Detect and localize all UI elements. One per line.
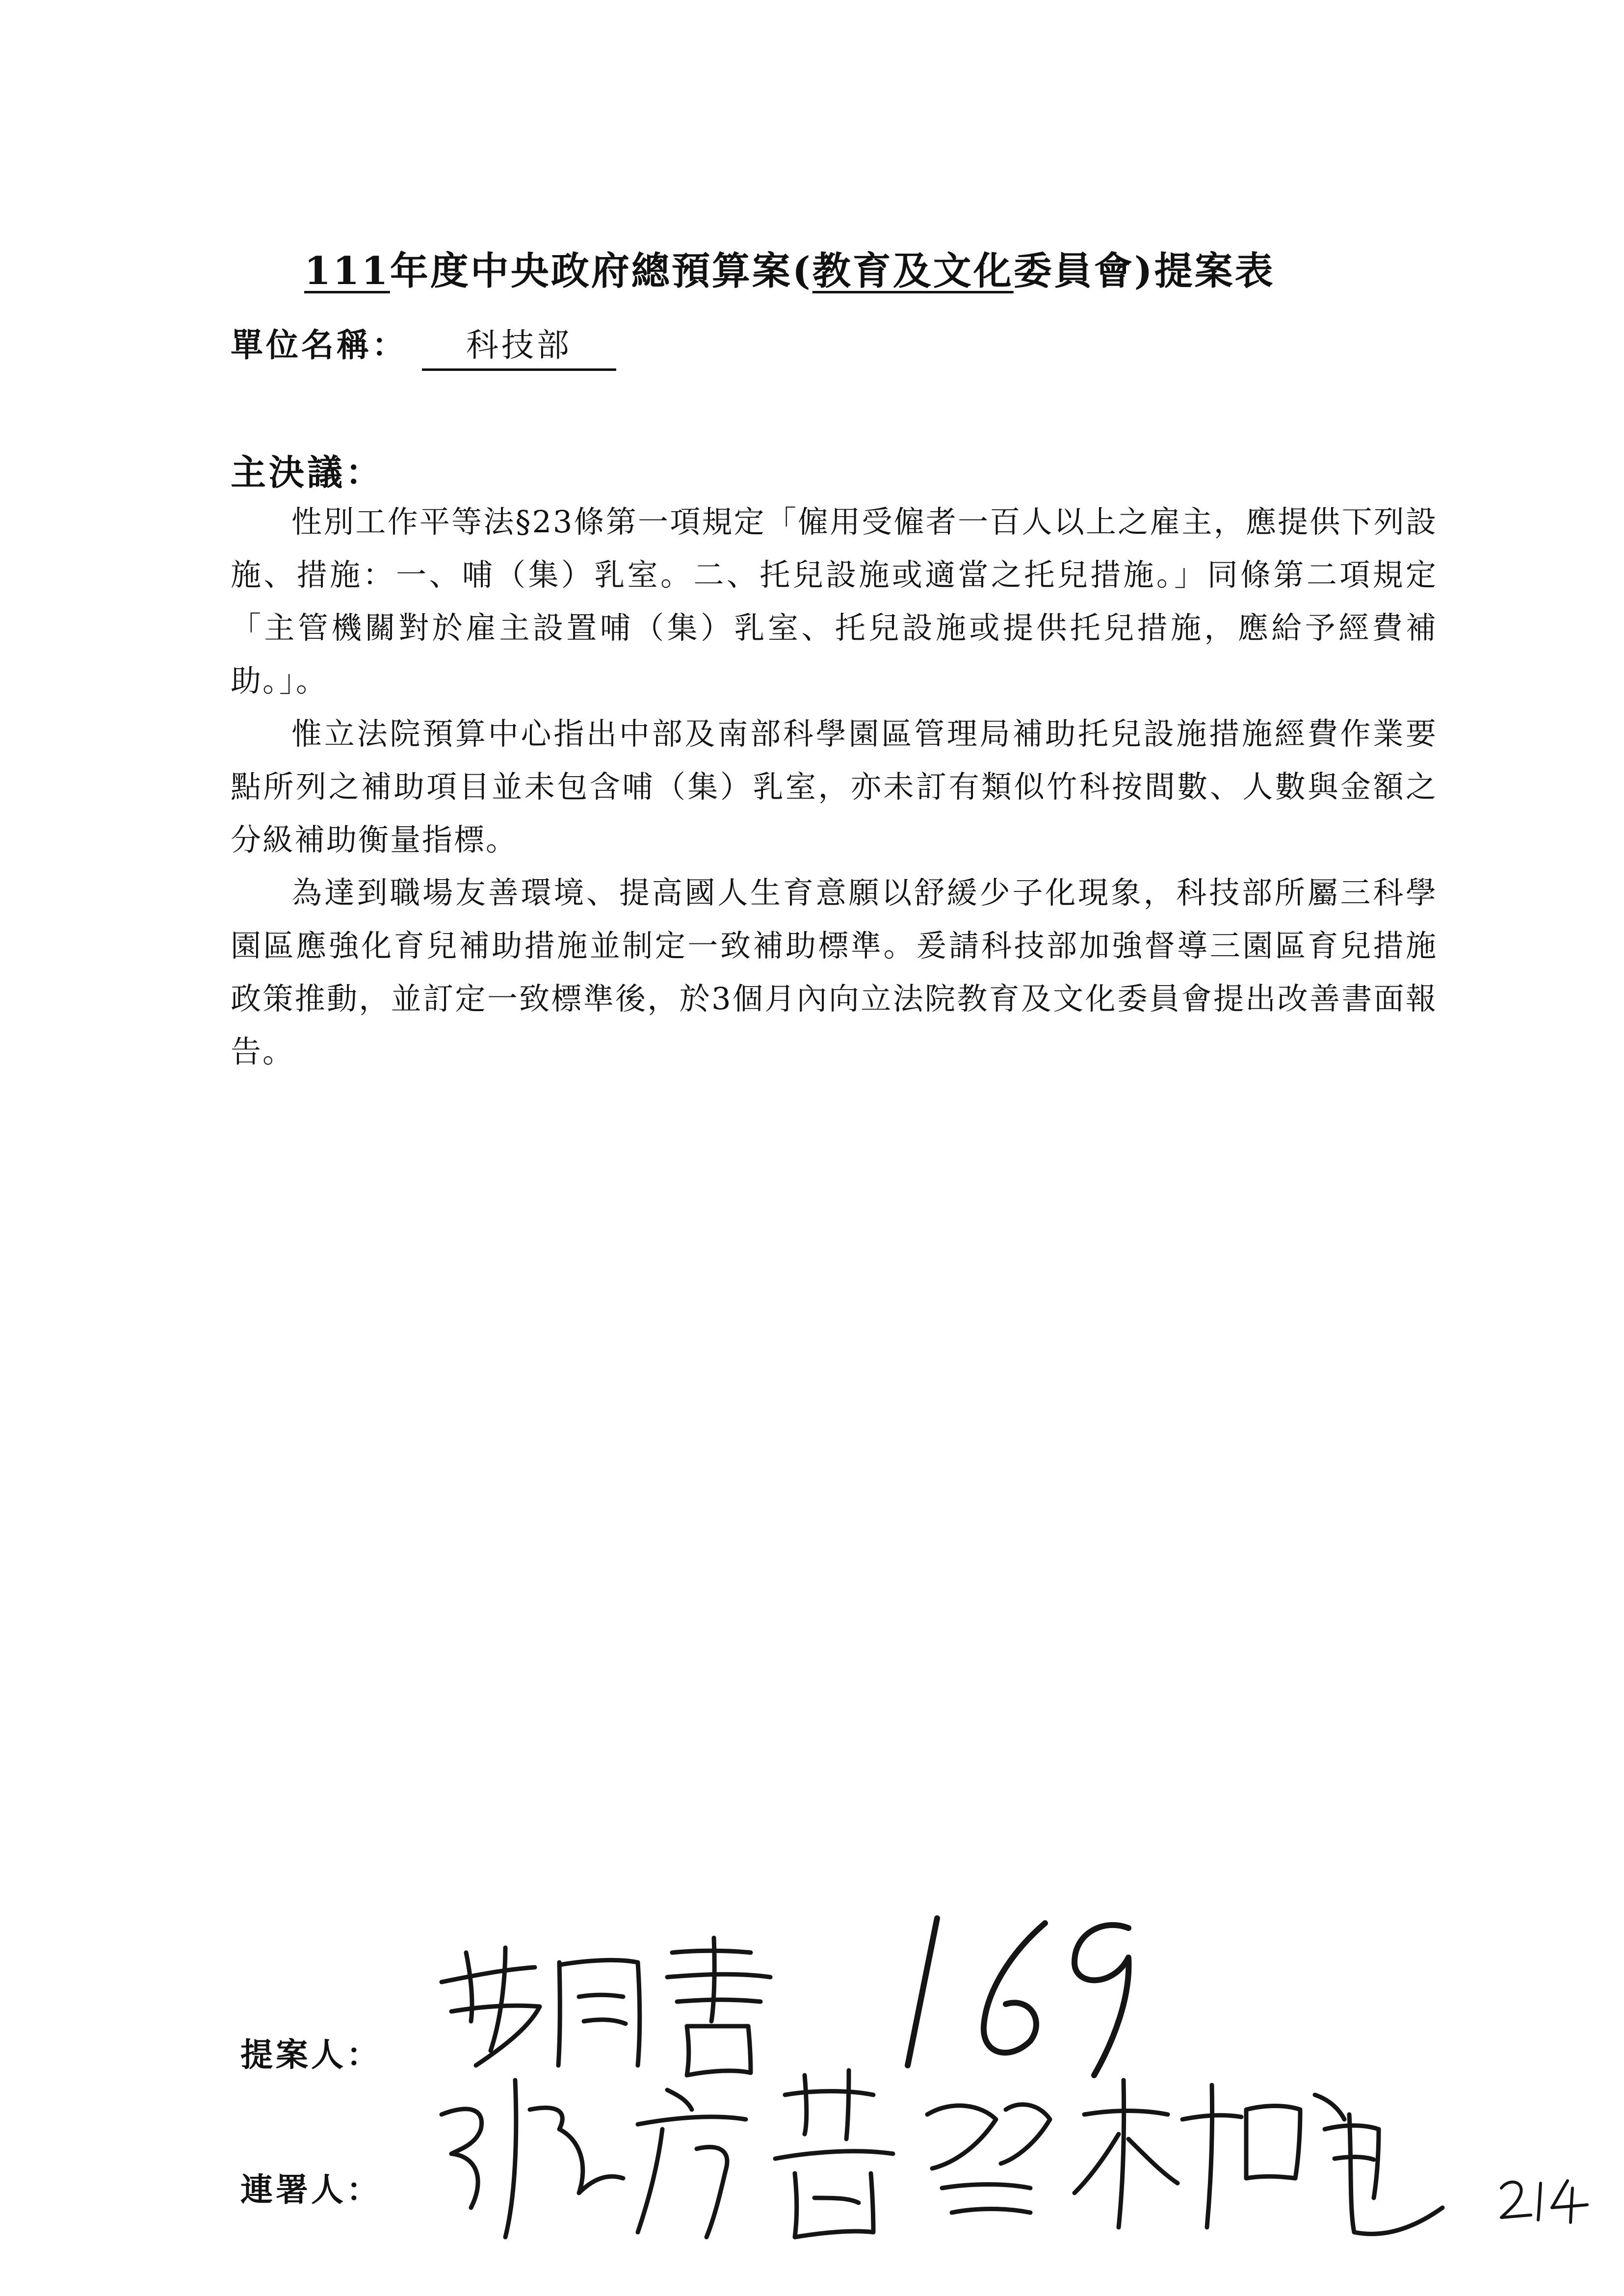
unit-name-label: 單位名稱： (231, 326, 407, 364)
title-year: 111 (304, 249, 390, 293)
proposer-label: 提案人： (240, 2035, 382, 2074)
unit-name-row (231, 319, 616, 371)
paragraph-2: 惟立法院預算中心指出中部及南部科學園區管理局補助托兒設施措施經費作業要點所列之補助項目並未包含哺（集）乳室，亦未訂有類似竹科按間數、人數與金額之分級補助衡量指標。 (231, 716, 1438, 858)
cosigner-label: 連署人： (240, 2170, 382, 2209)
paragraph-1: 性別工作平等法§23條第一項規定「僱用受僱者一百人以上之雇主，應提供下列設施、措施：一、哺（集）乳室。二、托兒設施或適當之托兒措施。」同條第二項規定「主管機關對於雇主設置哺（集）乳室、托兒設施或提供托兒措施，應給予經費補助。」。 (231, 504, 1438, 699)
title-part1: 年度中央政府總預算案( (390, 249, 812, 293)
main-resolution-heading: 主決議： (231, 451, 384, 493)
unit-name-value: 科技部 (422, 319, 616, 371)
page-number-handwritten (1494, 2168, 1592, 2227)
main-resolution-body (231, 496, 1438, 1078)
paragraph-3: 為達到職場友善環境、提高國人生育意願以舒緩少子化現象，科技部所屬三科學園區應強化育兒補助措施並制定一致補助標準。爰請科技部加強督導三園區育兒措施政策推動，並訂定一致標準後，於3個月內向立法院教育及文化委員會提出改善書面報告。 (231, 875, 1438, 1070)
document-title (304, 240, 1384, 295)
title-committee: 教育及文化 (812, 249, 1014, 293)
title-part2: 委員會)提案表 (1013, 249, 1275, 293)
cosigner-handwritten-signatures (432, 2051, 1452, 2257)
